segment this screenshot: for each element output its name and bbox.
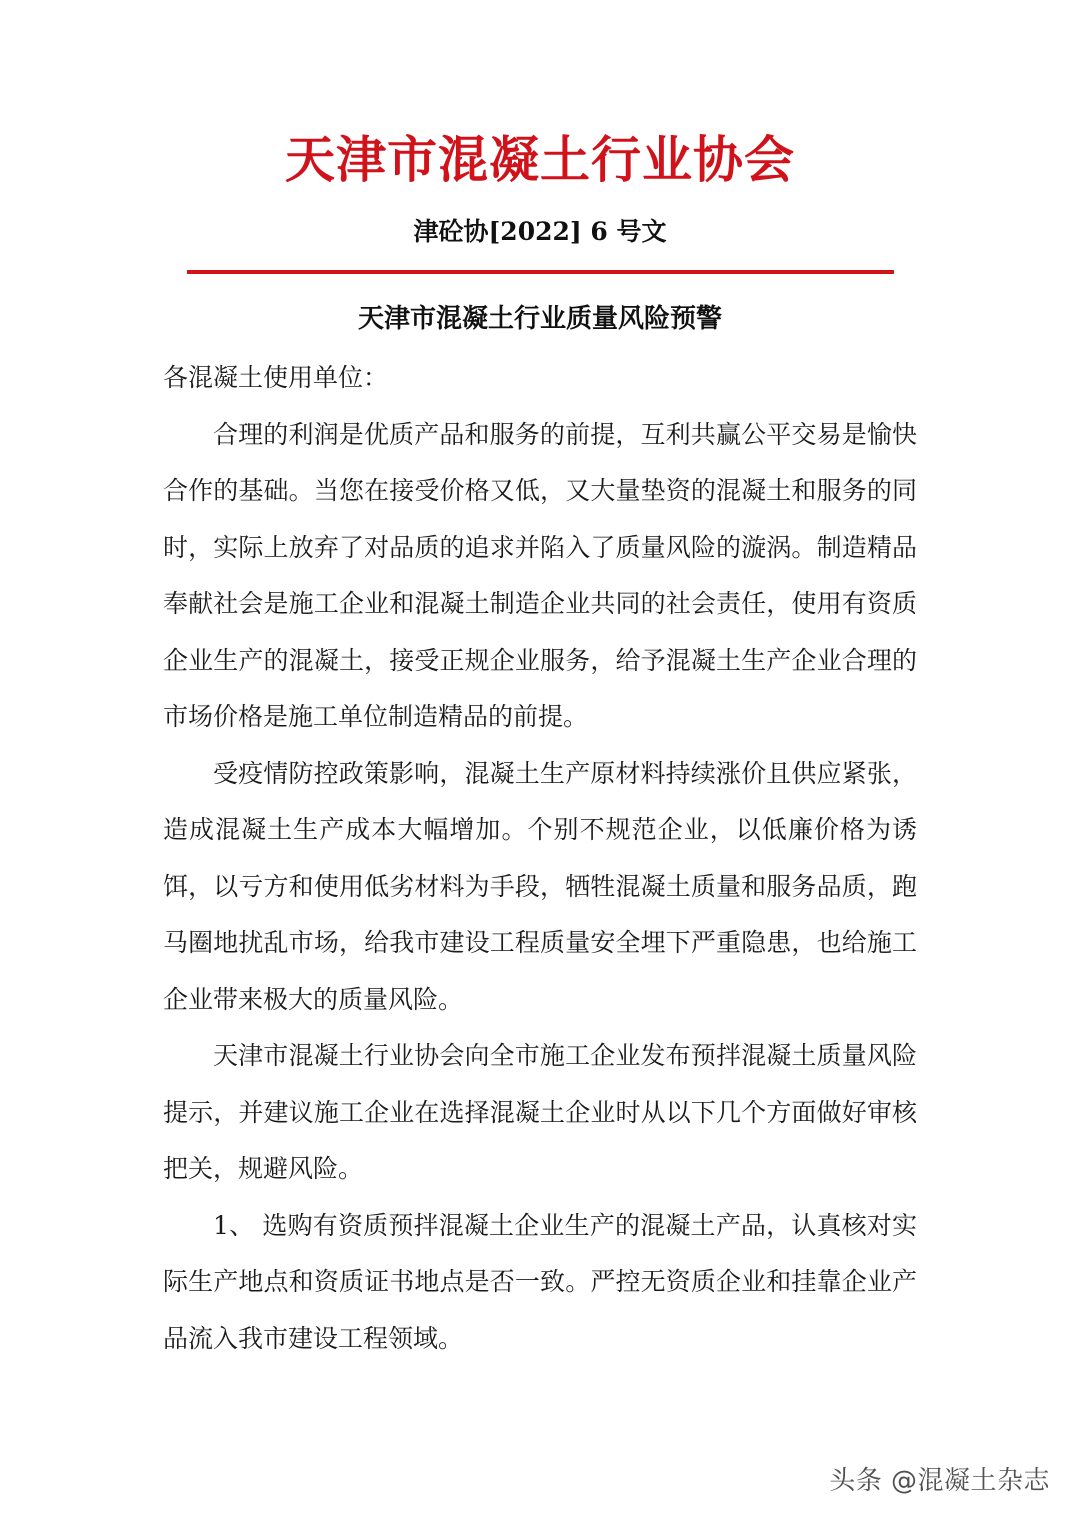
- header-divider: [187, 270, 894, 274]
- document-number: 津砼协[2022] 6 号文: [413, 217, 667, 246]
- paragraph-2: 受疫情防控政策影响，混凝土生产原材料持续涨价且供应紧张，造成混凝土生产成本大幅增加。个别不规范企业，以低廉价格为诱饵，以亏方和使用低劣材料为手段，牺牲混凝土质量和服务品质，跑马圈地扰乱市场，给我市建设工程质量安全埋下严重隐患，也给施工企业带来极大的质量风险。: [163, 758, 917, 1014]
- paragraph-3: 天津市混凝土行业协会向全市施工企业发布预拌混凝土质量风险提示，并建议施工企业在选择混凝土企业时从以下几个方面做好审核把关，规避风险。: [163, 1041, 917, 1183]
- source-watermark: 头条 @混凝土杂志: [829, 1466, 1050, 1496]
- paragraph-4: 1、 选购有资质预拌混凝土企业生产的混凝土产品，认真核对实际生产地点和资质证书地点是否一致。严控无资质企业和挂靠企业产品流入我市建设工程领域。: [163, 1210, 917, 1353]
- organization-header: 天津市混凝土行业协会: [285, 131, 795, 189]
- document-body: [163, 350, 917, 1367]
- salutation: 各混凝土使用单位：: [163, 363, 389, 392]
- document-title: 天津市混凝土行业质量风险预警: [357, 304, 722, 334]
- paragraph-1: 合理的利润是优质产品和服务的前提，互利共赢公平交易是愉快合作的基础。当您在接受价格又低，又大量垫资的混凝土和服务的同时，实际上放弃了对品质的追求并陷入了质量风险的漩涡。制造精品奉献社会是施工企业和混凝土制造企业共同的社会责任，使用有资质企业生产的混凝土，接受正规企业服务，给予混凝土生产企业合理的市场价格是施工单位制造精品的前提。: [163, 419, 917, 731]
